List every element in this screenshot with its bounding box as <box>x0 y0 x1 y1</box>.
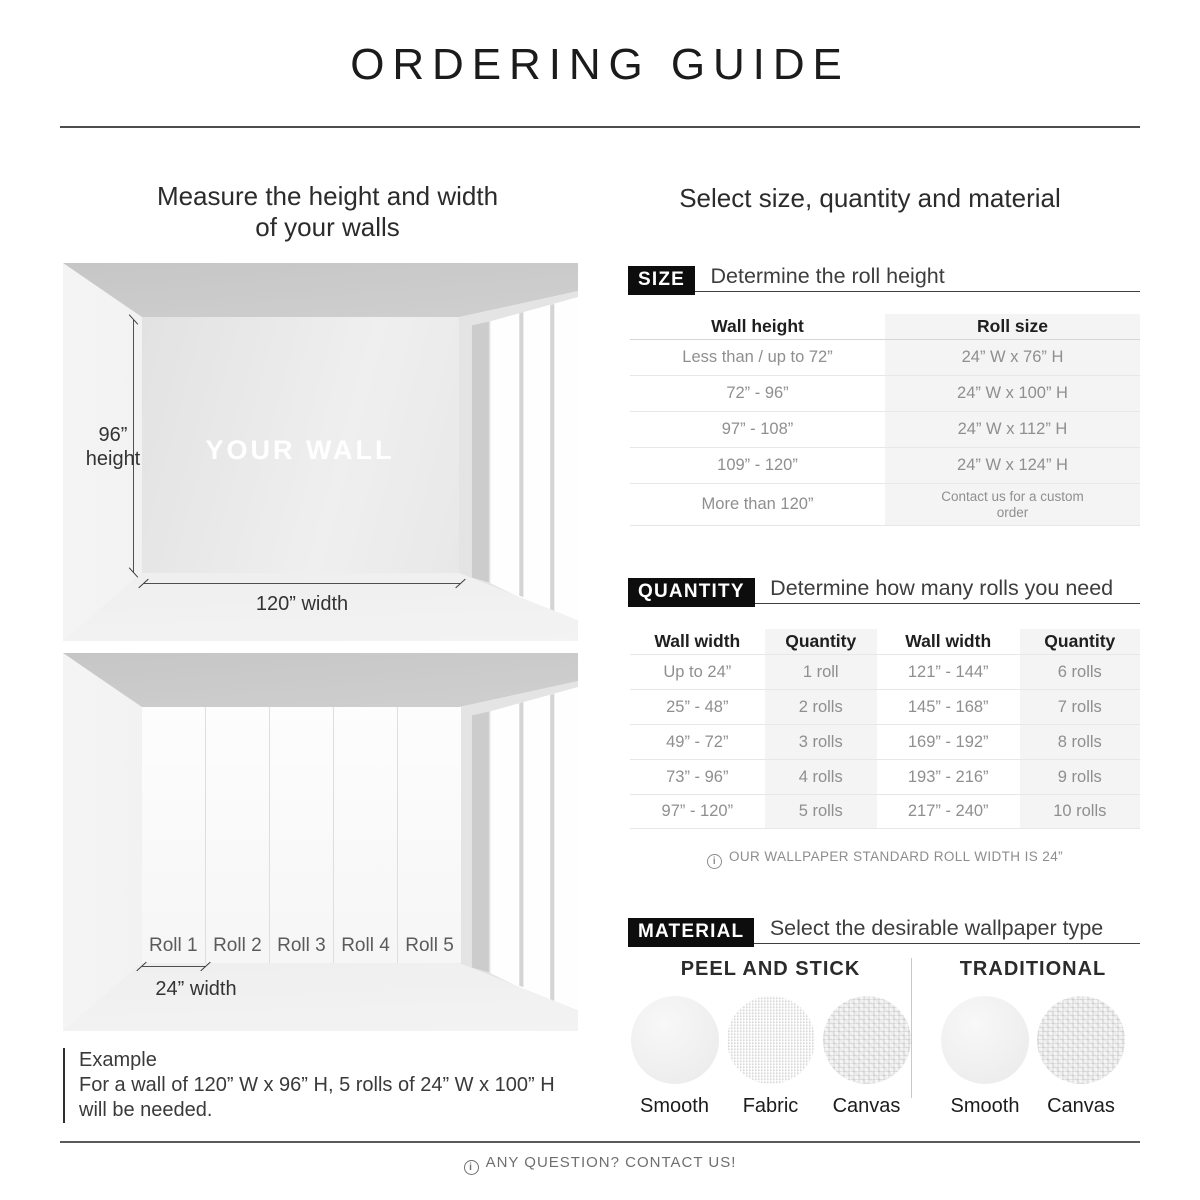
qty-col-quantity-1: Quantity <box>785 631 857 651</box>
size-cell-roll-size-text: 24” W x 76” H <box>961 348 1064 366</box>
material-group-divider <box>911 958 912 1098</box>
qty-cell-quantity: 1 roll <box>802 662 839 681</box>
your-wall-label: YOUR WALL <box>205 435 395 465</box>
quantity-table-row <box>630 724 1140 759</box>
material-subtitle: Select the desirable wallpaper type <box>769 916 1104 940</box>
roll-note-text: OUR WALLPAPER STANDARD ROLL WIDTH IS 24” <box>728 849 1064 864</box>
qty-cell-quantity: 8 rolls <box>1057 732 1102 751</box>
material-swatch-label: Smooth <box>950 1095 1020 1117</box>
size-cell-roll-size <box>885 348 1140 367</box>
size-cell-wall-height: More than 120” <box>701 495 814 513</box>
qty-cell-wall-width: 49” - 72” <box>666 732 729 751</box>
size-col-roll-size: Roll size <box>977 316 1048 336</box>
qty-cell-quantity: 6 rolls <box>1057 662 1102 681</box>
material-swatches <box>630 996 911 1118</box>
quantity-table <box>630 629 1140 829</box>
size-subtitle: Determine the roll height <box>710 264 945 288</box>
roll-label: Roll 4 <box>341 934 390 956</box>
size-table-row <box>630 448 1140 484</box>
measure-heading-line1: Measure the height and width <box>156 181 499 211</box>
quantity-table-row <box>630 794 1140 829</box>
qty-col-quantity-2: Quantity <box>1044 631 1116 651</box>
size-table-row <box>630 340 1140 376</box>
qty-cell-quantity: 2 rolls <box>798 697 843 716</box>
size-cell-roll-size-text: 24” W x 112” H <box>957 420 1068 438</box>
example-block <box>63 1048 555 1123</box>
footer-divider <box>60 1141 1140 1143</box>
smooth-texture-swatch-icon <box>941 996 1029 1084</box>
roll-width-note <box>630 849 1140 869</box>
qty-cell-quantity: 4 rolls <box>798 767 843 786</box>
qty-cell-quantity: 10 rolls <box>1053 802 1107 820</box>
size-col-wall-height: Wall height <box>711 316 804 336</box>
size-badge: SIZE <box>628 266 695 295</box>
quantity-table-row <box>630 759 1140 794</box>
roll-label: Roll 1 <box>149 934 198 956</box>
material-section-header <box>628 916 1140 946</box>
qty-cell-quantity: 9 rolls <box>1057 767 1102 786</box>
roll-panels <box>142 707 461 963</box>
material-group <box>630 958 911 1118</box>
size-cell-roll-size <box>885 384 1140 403</box>
example-line1: For a wall of 120” W x 96” H, 5 rolls of 24” W x 100” H <box>79 1074 555 1096</box>
material-group <box>926 958 1140 1118</box>
measure-heading-line2: of your walls <box>255 212 400 242</box>
size-cell-wall-height: 72” - 96” <box>726 384 789 402</box>
smooth-texture-swatch-icon <box>631 996 719 1084</box>
qty-cell-wall-width: 217” - 240” <box>907 802 989 820</box>
size-cell-roll-size <box>885 420 1140 439</box>
qty-cell-quantity: 7 rolls <box>1057 697 1102 716</box>
material-swatch-label: Fabric <box>742 1095 799 1117</box>
room-illustration-your-wall <box>63 263 578 641</box>
quantity-badge: QUANTITY <box>628 578 755 607</box>
canvas-texture-swatch-icon <box>1037 996 1125 1084</box>
material-swatches <box>926 996 1140 1118</box>
size-cell-roll-size-text: 24” W x 124” H <box>957 456 1068 474</box>
qty-cell-wall-width: 25” - 48” <box>666 697 729 716</box>
info-icon: i <box>707 854 722 869</box>
size-cell-roll-size <box>885 456 1140 475</box>
material-swatch-label: Smooth <box>640 1095 709 1117</box>
material-swatch <box>1037 996 1125 1118</box>
size-table-row <box>630 412 1140 448</box>
example-line2: will be needed. <box>79 1099 213 1121</box>
qty-cell-quantity: 3 rolls <box>798 732 843 751</box>
canvas-texture-swatch-icon <box>823 996 911 1084</box>
material-swatch <box>631 996 719 1118</box>
qty-cell-wall-width: 73” - 96” <box>666 767 729 786</box>
material-swatch-label: Canvas <box>1047 1095 1115 1117</box>
size-cell-roll-size-text: 24” W x 100” H <box>957 384 1068 402</box>
wallpaper-roll-panel <box>270 707 334 963</box>
qty-cell-wall-width: 121” - 144” <box>907 662 989 681</box>
qty-cell-wall-width: 169” - 192” <box>907 732 989 751</box>
quantity-table-row <box>630 654 1140 689</box>
footer-note <box>0 1154 1200 1175</box>
size-cell-roll-size <box>885 489 1140 521</box>
footer-note-text: ANY QUESTION? CONTACT US! <box>485 1154 737 1171</box>
height-dimension-label <box>73 423 153 471</box>
wallpaper-roll-panel <box>206 707 270 963</box>
material-group-title: TRADITIONAL <box>959 958 1107 980</box>
roll-label: Roll 3 <box>277 934 326 956</box>
qty-cell-wall-width: 193” - 216” <box>907 767 989 786</box>
size-cell-wall-height: 109” - 120” <box>717 456 798 474</box>
material-group-title: PEEL AND STICK <box>680 958 861 980</box>
page-title: ORDERING GUIDE <box>350 40 850 89</box>
material-groups <box>630 958 1140 1118</box>
size-section-rule <box>628 291 1140 292</box>
size-table-row <box>630 376 1140 412</box>
roll-width-dimension-label: 24” width <box>155 978 237 1000</box>
wallpaper-roll-panel <box>398 707 461 963</box>
qty-cell-wall-width: 97” - 120” <box>661 802 734 820</box>
quantity-subtitle: Determine how many rolls you need <box>770 576 1114 600</box>
size-section-header <box>628 264 1140 294</box>
height-value: 96” <box>98 424 128 446</box>
quantity-table-row <box>630 689 1140 724</box>
wallpaper-roll-panel <box>142 707 206 963</box>
material-swatch <box>727 996 815 1118</box>
qty-col-wall-width-1: Wall width <box>654 631 741 651</box>
size-table-header-row <box>630 314 1140 340</box>
quantity-section-header <box>628 576 1140 606</box>
example-heading: Example <box>79 1049 157 1071</box>
wallpaper-roll-panel <box>334 707 398 963</box>
roll-width-dimension-line <box>142 966 205 967</box>
material-swatch <box>941 996 1029 1118</box>
material-swatch-label: Canvas <box>832 1095 901 1117</box>
size-table <box>630 314 1140 526</box>
header-divider <box>60 126 1140 128</box>
select-heading: Select size, quantity and material <box>679 183 1061 213</box>
qty-cell-wall-width: Up to 24” <box>663 662 732 681</box>
width-dimension-line <box>144 583 460 584</box>
width-dimension-label: 120” width <box>255 593 349 615</box>
qty-cell-wall-width: 145” - 168” <box>907 697 989 716</box>
material-swatch <box>823 996 911 1118</box>
size-cell-roll-size-text: Contact us for a custom order <box>941 488 1084 520</box>
measure-heading <box>65 181 590 243</box>
roll-label: Roll 5 <box>405 934 454 956</box>
room-illustration-rolls <box>63 653 578 1031</box>
quantity-table-header-row <box>630 629 1140 654</box>
qty-cell-quantity: 5 rolls <box>798 802 843 820</box>
material-badge: MATERIAL <box>628 918 754 947</box>
height-word: height <box>85 448 141 470</box>
size-cell-wall-height: Less than / up to 72” <box>682 348 833 366</box>
size-table-row <box>630 484 1140 526</box>
info-icon: i <box>464 1160 479 1175</box>
roll-label: Roll 2 <box>213 934 262 956</box>
qty-col-wall-width-2: Wall width <box>905 631 992 651</box>
fabric-texture-swatch-icon <box>727 996 815 1084</box>
size-cell-wall-height: 97” - 108” <box>721 420 794 438</box>
